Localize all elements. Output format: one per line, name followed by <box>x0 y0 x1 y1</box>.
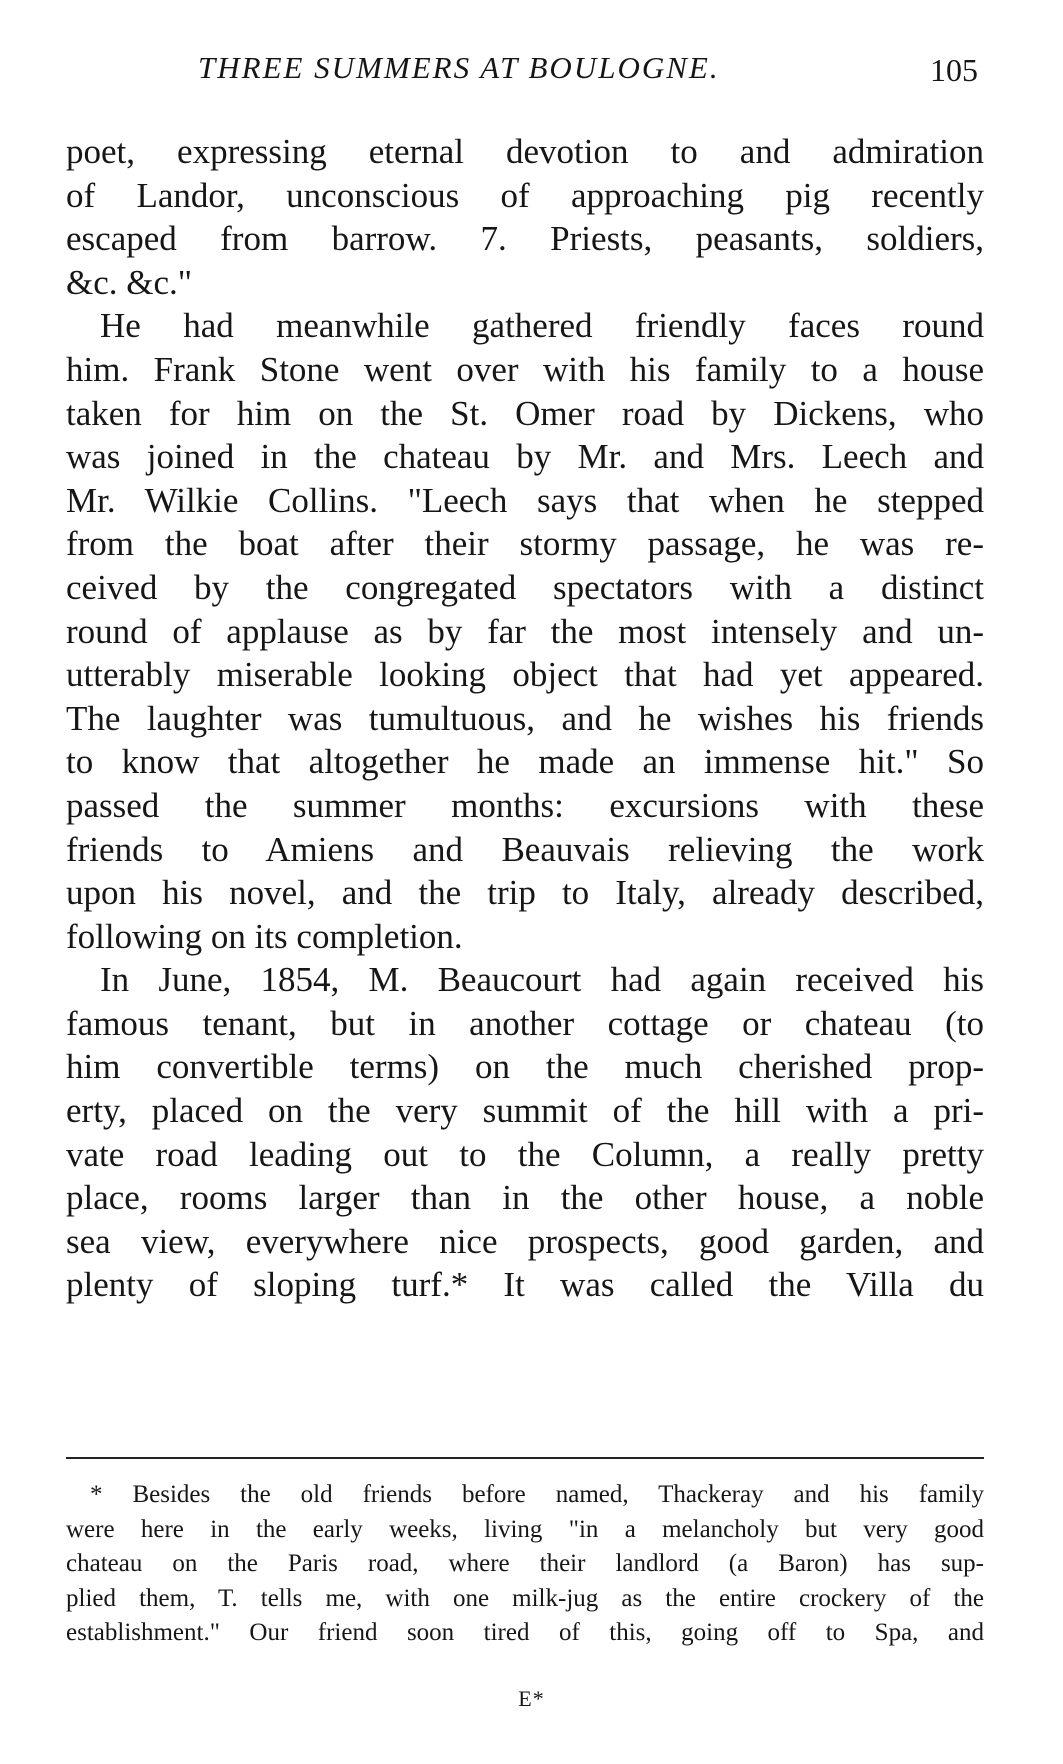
paragraph-start-line: In June, 1854, M. Beaucourt had again received his <box>100 960 984 1000</box>
text-line: to know that altogether he made an immense hit." So <box>66 742 984 782</box>
text-line: The laughter was tumultuous, and he wishes his friends <box>66 698 984 738</box>
text-line: passed the summer months: excursions with these <box>66 785 984 825</box>
footnote-line: * Besides the old friends before named, Thackeray and his family <box>90 1481 984 1508</box>
text-line: escaped from barrow. 7. Priests, peasants, soldiers, <box>66 219 984 259</box>
running-head <box>66 50 986 100</box>
text-line: of Landor, unconscious of approaching pig recently <box>66 175 984 215</box>
text-line: famous tenant, but in another cottage or chateau (to <box>66 1003 984 1043</box>
text-line: following on its completion. <box>66 916 463 956</box>
footnote-line: establishment." Our friend soon tired of this, going off to Spa, and <box>66 1619 984 1646</box>
text-line: round of applause as by far the most intensely and un- <box>66 611 984 651</box>
text-line: ceived by the congregated spectators with a distinct <box>66 567 984 607</box>
text-line: plenty of sloping turf.* It was called the Villa du <box>66 1265 984 1305</box>
text-line: taken for him on the St. Omer road by Dickens, who <box>66 393 984 433</box>
page-number: 105 <box>930 52 978 88</box>
text-line: Mr. Wilkie Collins. "Leech says that when he stepped <box>66 480 984 520</box>
text-line: him convertible terms) on the much cherished prop- <box>66 1047 984 1087</box>
text-line: was joined in the chateau by Mr. and Mrs. Leech and <box>66 437 984 477</box>
footnote-divider <box>66 1457 984 1459</box>
running-title: THREE SUMMERS AT BOULOGNE. <box>198 50 720 85</box>
footnote-line: plied them, T. tells me, with one milk-jug as the entire crockery of the <box>66 1584 984 1612</box>
paragraph-start-line: He had meanwhile gathered friendly faces round <box>100 306 984 346</box>
text-line: poet, expressing eternal devotion to and admiration <box>66 132 984 171</box>
footnote-line: were here in the early weeks, living "in a melancholy but very good <box>66 1515 984 1543</box>
text-line: upon his novel, and the trip to Italy, already described, <box>66 873 984 913</box>
text-line: vate road leading out to the Column, a really pretty <box>66 1134 984 1174</box>
text-line: from the boat after their stormy passage, he was re- <box>66 524 984 564</box>
footnote-line: chateau on the Paris road, where their landlord (a Baron) has sup- <box>66 1550 984 1577</box>
body-text <box>66 130 984 1307</box>
footnote <box>66 1478 984 1651</box>
text-line: utterably miserable looking object that had yet appeared. <box>66 655 984 695</box>
text-line: place, rooms larger than in the other house, a noble <box>66 1178 984 1218</box>
text-line: sea view, everywhere nice prospects, good garden, and <box>66 1221 984 1261</box>
text-line: &c. &c." <box>66 262 193 302</box>
text-line: erty, placed on the very summit of the hill with a pri- <box>66 1091 984 1131</box>
signature-mark: E* <box>518 1686 545 1711</box>
text-line: friends to Amiens and Beauvais relieving the work <box>66 829 984 869</box>
text-line: him. Frank Stone went over with his family to a house <box>66 349 984 389</box>
